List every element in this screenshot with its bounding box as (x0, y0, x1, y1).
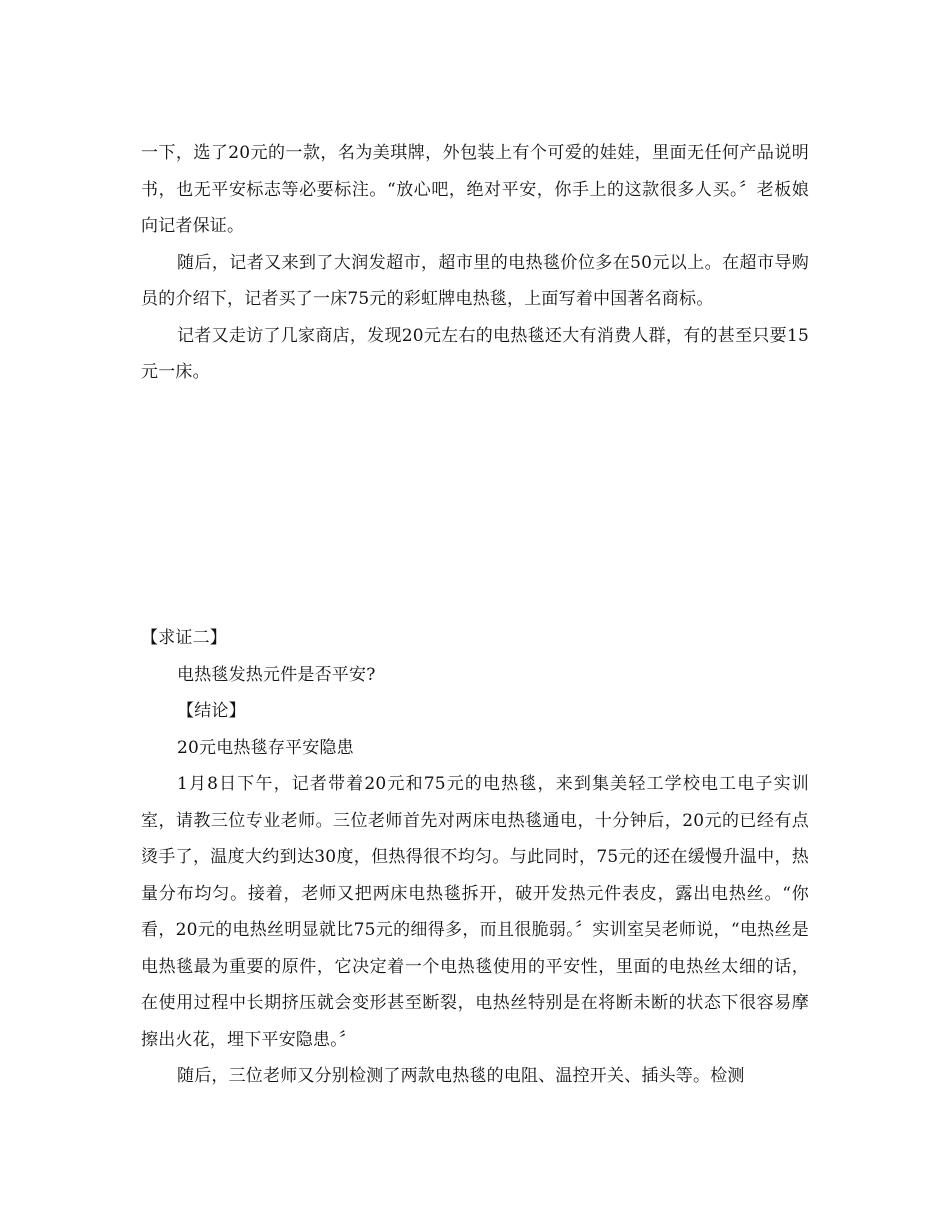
conclusion-label: 【结论】 (177, 701, 246, 721)
top-text-block (141, 135, 809, 391)
paragraph-test: 1月8日下午，记者带着20元和75元的电热毯，来到集美轻工学校电工电子实训室，请教三位专业老师。三位老师首先对两床电热毯通电，十分钟后，20元的已经有点烫手了，温度大约到达30度，但热得很不均匀。与此同时，75元的还在缓慢升温中，热量分布均匀。接着，老师又把两床电热毯拆开，破开发热元件表皮，露出电热丝。“你看，20元的电热丝明显就比75元的细得多，而且很脆弱。〞实训室吴老师说，“电热丝是电热毯最为重要的原件，它决定着一个电热毯使用的平安性，里面的电热丝太细的话，在使用过程中长期挤压就会变形甚至断裂，电热丝特别是在将断未断的状态下很容易摩擦出火花，埋下平安隐患。〞 (141, 774, 809, 1050)
section-question: 电热毯发热元件是否平安? (177, 664, 376, 685)
section-heading: 【求证二】 (141, 628, 227, 648)
paragraph-continued: 一下，选了20元的一款，名为美琪牌，外包装上有个可爱的娃娃，里面无任何产品说明书，也无平安标志等必要标注。“放心吧，绝对平安，你手上的这款很多人买。〞老板娘向记者保证。 (141, 143, 809, 236)
paragraph-shops: 记者又走访了几家商店，发现20元左右的电热毯还大有消费人群，有的甚至只要15元一床。 (141, 325, 809, 382)
conclusion-text: 20元电热毯存平安隐患 (177, 737, 354, 758)
paragraph-supermarket: 随后，记者又来到了大润发超市，超市里的电热毯价位多在50元以上。在超市导购员的介绍下，记者买了一床75元的彩虹牌电热毯，上面写着中国著名商标。 (141, 252, 809, 309)
paragraph-detection: 随后，三位老师又分别检测了两款电热毯的电阻、温控开关、插头等。检测 (177, 1066, 745, 1086)
bottom-text-block (141, 620, 809, 1095)
